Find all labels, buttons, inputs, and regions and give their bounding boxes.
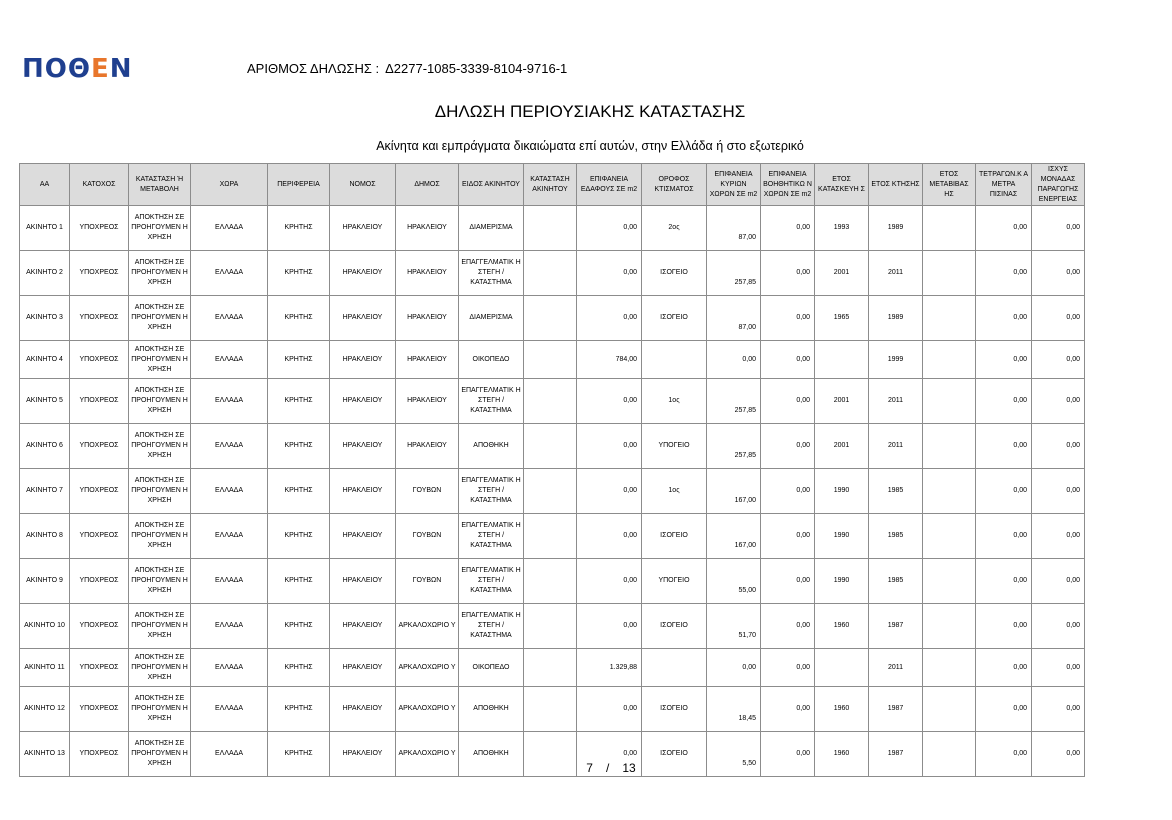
table-cell: ΗΡΑΚΛΕΙΟΥ [330,379,396,424]
table-cell: 1989 [869,206,923,251]
table-cell: ΑΠΟΚΤΗΣΗ ΣΕ ΠΡΟΗΓΟΥΜΕΝ Η ΧΡΗΣΗ [129,206,191,251]
table-cell: ΙΣΟΓΕΙΟ [642,687,707,732]
table-row [20,649,1085,687]
column-header: ΔΗΜΟΣ [396,164,459,206]
table-cell: ΙΣΟΓΕΙΟ [642,732,707,777]
table-cell: 0,00 [1032,341,1085,379]
table-cell: 0,00 [976,251,1032,296]
table-cell [524,687,577,732]
table-cell: 2001 [815,251,869,296]
table-cell: ΕΛΛΑΔΑ [191,559,268,604]
table-cell: ΑΚΙΝΗΤΟ 6 [20,424,70,469]
table-row [20,424,1085,469]
table-cell [923,559,976,604]
table-cell: ΕΛΛΑΔΑ [191,469,268,514]
logo-text: ΠΟΘ [22,54,91,84]
table-cell: 0,00 [1032,604,1085,649]
table-cell: ΙΣΟΓΕΙΟ [642,251,707,296]
table-cell: ΑΚΙΝΗΤΟ 4 [20,341,70,379]
table-cell: ΕΛΛΑΔΑ [191,424,268,469]
table-cell: 0,00 [1032,469,1085,514]
table-cell: 1989 [869,296,923,341]
table-cell: 51,70 [707,604,761,649]
column-header: ΤΕΤΡΑΓΩΝ.Κ Α ΜΕΤΡΑ ΠΙΣΙΝΑΣ [976,164,1032,206]
table-cell: ΗΡΑΚΛΕΙΟΥ [330,206,396,251]
table-cell: ΕΛΛΑΔΑ [191,379,268,424]
table-cell: 1ος [642,379,707,424]
table-cell: 0,00 [976,469,1032,514]
table-cell: 0,00 [976,732,1032,777]
column-header: ΧΩΡΑ [191,164,268,206]
table-cell: 0,00 [976,379,1032,424]
table-cell: ΑΚΙΝΗΤΟ 8 [20,514,70,559]
table-cell: 257,85 [707,424,761,469]
column-header: ΠΕΡΙΦΕΡΕΙΑ [268,164,330,206]
column-header: ΙΣΧΥΣ ΜΟΝΑΔΑΣ ΠΑΡΑΓΩΓΗΣ ΕΝΕΡΓΕΙΑΣ [1032,164,1085,206]
table-cell [923,424,976,469]
table-cell: 0,00 [976,687,1032,732]
table-cell: 257,85 [707,251,761,296]
table-cell: 0,00 [707,341,761,379]
table-cell: 0,00 [577,514,642,559]
table-cell: ΗΡΑΚΛΕΙΟΥ [396,296,459,341]
table-cell: 18,45 [707,687,761,732]
table-cell: ΑΚΙΝΗΤΟ 13 [20,732,70,777]
table-cell: ΚΡΗΤΗΣ [268,206,330,251]
logo-accent-letter: Ε [90,54,110,84]
table-cell: ΗΡΑΚΛΕΙΟΥ [396,206,459,251]
table-cell: ΥΠΟΧΡΕΟΣ [70,424,129,469]
table-header-row [20,164,1085,206]
table-row [20,469,1085,514]
table-cell: ΑΠΟΚΤΗΣΗ ΣΕ ΠΡΟΗΓΟΥΜΕΝ Η ΧΡΗΣΗ [129,687,191,732]
table-cell: 1993 [815,206,869,251]
table-cell: ΓΟΥΒΩΝ [396,514,459,559]
table-cell: ΑΠΟΚΤΗΣΗ ΣΕ ΠΡΟΗΓΟΥΜΕΝ Η ΧΡΗΣΗ [129,604,191,649]
table-cell: ΥΠΟΧΡΕΟΣ [70,514,129,559]
table-cell: 2001 [815,424,869,469]
column-header: ΕΠΙΦΑΝΕΙΑ ΕΔΑΦΟΥΣ ΣΕ m2 [577,164,642,206]
table-cell: 0,00 [976,206,1032,251]
table-cell: ΚΡΗΤΗΣ [268,296,330,341]
declaration-number [247,61,567,77]
table-cell: 0,00 [1032,514,1085,559]
table-cell: ΚΡΗΤΗΣ [268,732,330,777]
table-cell: 87,00 [707,206,761,251]
table-cell [923,341,976,379]
table-cell: ΗΡΑΚΛΕΙΟΥ [330,732,396,777]
logo-text-end: Ν [109,54,133,84]
column-header: ΕΠΙΦΑΝΕΙΑ ΚΥΡΙΩΝ ΧΩΡΩΝ ΣΕ m2 [707,164,761,206]
table-cell: ΗΡΑΚΛΕΙΟΥ [330,559,396,604]
table-cell [524,469,577,514]
table-body [20,206,1085,777]
table-cell: 0,00 [1032,559,1085,604]
table-cell: 0,00 [976,296,1032,341]
table-cell: ΚΡΗΤΗΣ [268,469,330,514]
table-cell: ΚΡΗΤΗΣ [268,514,330,559]
table-cell: 1965 [815,296,869,341]
page-title: ΔΗΛΩΣΗ ΠΕΡΙΟΥΣΙΑΚΗΣ ΚΑΤΑΣΤΑΣΗΣ [434,102,746,121]
table-cell: ΗΡΑΚΛΕΙΟΥ [396,424,459,469]
table-cell: ΚΡΗΤΗΣ [268,687,330,732]
table-cell: ΑΠΟΚΤΗΣΗ ΣΕ ΠΡΟΗΓΟΥΜΕΝ Η ΧΡΗΣΗ [129,559,191,604]
table-cell [524,559,577,604]
table-cell: ΑΚΙΝΗΤΟ 12 [20,687,70,732]
table-row [20,206,1085,251]
table-cell: 1990 [815,559,869,604]
table-cell: 2ος [642,206,707,251]
table-cell: ΓΟΥΒΩΝ [396,559,459,604]
table-cell: 5,50 [707,732,761,777]
table-cell: ΗΡΑΚΛΕΙΟΥ [330,424,396,469]
table-cell: ΗΡΑΚΛΕΙΟΥ [396,341,459,379]
table-cell: ΗΡΑΚΛΕΙΟΥ [330,687,396,732]
table-cell: 0,00 [577,206,642,251]
table-cell [524,379,577,424]
table-cell: ΕΛΛΑΔΑ [191,206,268,251]
table-cell: ΥΠΟΧΡΕΟΣ [70,469,129,514]
column-header: ΕΙΔΟΣ ΑΚΙΝΗΤΟΥ [459,164,524,206]
column-header: ΕΤΟΣ ΚΑΤΑΣΚΕΥΗ Σ [815,164,869,206]
table-cell: ΕΛΛΑΔΑ [191,251,268,296]
table-cell: 167,00 [707,469,761,514]
assets-table [19,163,1085,777]
table-cell [923,469,976,514]
table-row [20,687,1085,732]
table-cell: 0,00 [577,469,642,514]
table-cell: 0,00 [976,559,1032,604]
table-cell: ΕΛΛΑΔΑ [191,341,268,379]
table-cell: 1990 [815,514,869,559]
table-cell: ΑΚΙΝΗΤΟ 7 [20,469,70,514]
table-cell [524,649,577,687]
table-cell: 0,00 [1032,296,1085,341]
table-cell: 1ος [642,469,707,514]
table-cell: ΗΡΑΚΛΕΙΟΥ [330,341,396,379]
table-cell: 0,00 [761,251,815,296]
table-cell: 0,00 [1032,732,1085,777]
table-cell: ΑΚΙΝΗΤΟ 10 [20,604,70,649]
page-subtitle: Ακίνητα και εμπράγματα δικαιώματα επί αυτών, στην Ελλάδα ή στο εξωτερικό [376,139,804,153]
table-cell: ΑΠΟΚΤΗΣΗ ΣΕ ΠΡΟΗΓΟΥΜΕΝ Η ΧΡΗΣΗ [129,296,191,341]
table-cell [923,251,976,296]
table-cell [815,649,869,687]
table-cell: 87,00 [707,296,761,341]
table-cell: ΚΡΗΤΗΣ [268,604,330,649]
table-cell: ΕΛΛΑΔΑ [191,687,268,732]
table-cell [524,251,577,296]
table-cell: 0,00 [1032,206,1085,251]
table-cell: ΗΡΑΚΛΕΙΟΥ [330,514,396,559]
table-cell: 1990 [815,469,869,514]
table-cell: 1987 [869,687,923,732]
table-cell: ΚΡΗΤΗΣ [268,379,330,424]
table-cell: 2011 [869,424,923,469]
table-cell [923,604,976,649]
table-cell: ΥΠΟΧΡΕΟΣ [70,206,129,251]
table-cell: 0,00 [1032,251,1085,296]
table-cell: ΕΛΛΑΔΑ [191,514,268,559]
table-row [20,604,1085,649]
table-cell: 0,00 [761,514,815,559]
table-cell: ΕΛΛΑΔΑ [191,732,268,777]
table-cell: 0,00 [976,514,1032,559]
table-cell: ΗΡΑΚΛΕΙΟΥ [330,604,396,649]
table-cell: 0,00 [707,649,761,687]
table-row [20,341,1085,379]
table-cell: 0,00 [761,732,815,777]
table-cell: ΕΠΑΓΓΕΛΜΑΤΙΚ Η ΣΤΕΓΗ / ΚΑΤΑΣΤΗΜΑ [459,604,524,649]
table-cell [923,514,976,559]
table-cell: 0,00 [761,341,815,379]
table-cell: 784,00 [577,341,642,379]
table-cell: 1985 [869,559,923,604]
table-cell: ΓΟΥΒΩΝ [396,469,459,514]
table-cell [923,296,976,341]
table-cell: 0,00 [761,604,815,649]
table-cell: ΥΠΟΧΡΕΟΣ [70,559,129,604]
table-cell: ΑΠΟΚΤΗΣΗ ΣΕ ΠΡΟΗΓΟΥΜΕΝ Η ΧΡΗΣΗ [129,649,191,687]
table-cell: ΥΠΟΧΡΕΟΣ [70,604,129,649]
table-cell: ΚΡΗΤΗΣ [268,424,330,469]
table-cell: ΕΛΛΑΔΑ [191,604,268,649]
table-cell: 0,00 [761,559,815,604]
table-cell [524,514,577,559]
table-cell: 0,00 [1032,379,1085,424]
column-header: ΑΑ [20,164,70,206]
table-cell: ΑΠΟΘΗΚΗ [459,424,524,469]
table-cell: ΥΠΟΧΡΕΟΣ [70,341,129,379]
table-cell: ΥΠΟΧΡΕΟΣ [70,379,129,424]
table-cell: ΔΙΑΜΕΡΙΣΜΑ [459,296,524,341]
column-header: ΚΑΤΑΣΤΑΣΗ ΑΚΙΝΗΤΟΥ [524,164,577,206]
table-cell [642,341,707,379]
table-cell: ΗΡΑΚΛΕΙΟΥ [330,469,396,514]
table-row [20,514,1085,559]
column-header: ΕΠΙΦΑΝΕΙΑ ΒΟΗΘΗΤΙΚΩ Ν ΧΩΡΩΝ ΣΕ m2 [761,164,815,206]
table-cell: ΑΠΟΘΗΚΗ [459,732,524,777]
table-cell [524,296,577,341]
page-separator: / [605,761,610,775]
table-cell: ΑΚΙΝΗΤΟ 2 [20,251,70,296]
table-cell: ΚΡΗΤΗΣ [268,251,330,296]
table-cell: 1987 [869,604,923,649]
table-cell: 1960 [815,604,869,649]
table-cell: 0,00 [761,649,815,687]
table-cell: 2011 [869,379,923,424]
table-cell: 0,00 [577,251,642,296]
table-cell: ΑΚΙΝΗΤΟ 3 [20,296,70,341]
table-cell: ΙΣΟΓΕΙΟ [642,604,707,649]
table-cell: ΔΙΑΜΕΡΙΣΜΑ [459,206,524,251]
table-cell: 2001 [815,379,869,424]
table-cell: 167,00 [707,514,761,559]
table-cell: ΚΡΗΤΗΣ [268,649,330,687]
table-cell: ΑΚΙΝΗΤΟ 9 [20,559,70,604]
table-cell: 0,00 [577,559,642,604]
table-cell: ΕΠΑΓΓΕΛΜΑΤΙΚ Η ΣΤΕΓΗ / ΚΑΤΑΣΤΗΜΑ [459,559,524,604]
table-cell: ΙΣΟΓΕΙΟ [642,296,707,341]
table-cell: 0,00 [577,732,642,777]
table-cell [524,424,577,469]
table-cell: ΑΚΙΝΗΤΟ 11 [20,649,70,687]
table-cell: ΑΠΟΚΤΗΣΗ ΣΕ ΠΡΟΗΓΟΥΜΕΝ Η ΧΡΗΣΗ [129,341,191,379]
table-cell: ΥΠΟΓΕΙΟ [642,424,707,469]
declaration-number-value: Δ2277-1085-3339-8104-9716-1 [385,61,568,76]
table-cell: 0,00 [577,604,642,649]
table-cell: ΟΙΚΟΠΕΔΟ [459,649,524,687]
table-cell: ΥΠΟΧΡΕΟΣ [70,732,129,777]
column-header: ΟΡΟΦΟΣ ΚΤΙΣΜΑΤΟΣ [642,164,707,206]
table-cell: ΑΡΚΑΛΟΧΩΡΙΟ Υ [396,604,459,649]
table-row [20,296,1085,341]
table-cell: ΑΠΟΚΤΗΣΗ ΣΕ ΠΡΟΗΓΟΥΜΕΝ Η ΧΡΗΣΗ [129,732,191,777]
table-cell: 0,00 [577,379,642,424]
table-cell: ΥΠΟΓΕΙΟ [642,559,707,604]
table-cell: 1960 [815,732,869,777]
table-cell [923,379,976,424]
page-number [0,761,1172,775]
table-cell: ΑΚΙΝΗΤΟ 5 [20,379,70,424]
table-cell: ΑΠΟΚΤΗΣΗ ΣΕ ΠΡΟΗΓΟΥΜΕΝ Η ΧΡΗΣΗ [129,379,191,424]
table-cell: 0,00 [761,296,815,341]
table-cell: 0,00 [1032,687,1085,732]
table-cell: 0,00 [761,424,815,469]
table-cell: 1987 [869,732,923,777]
table-cell: ΗΡΑΚΛΕΙΟΥ [330,296,396,341]
potheen-logo [22,55,133,83]
table-cell: 0,00 [761,687,815,732]
table-cell: ΑΡΚΑΛΟΧΩΡΙΟ Υ [396,732,459,777]
table-cell [524,341,577,379]
table-cell: 2011 [869,251,923,296]
table-cell: 0,00 [761,379,815,424]
table-cell: ΑΚΙΝΗΤΟ 1 [20,206,70,251]
table-cell: ΗΡΑΚΛΕΙΟΥ [330,649,396,687]
table-cell: ΥΠΟΧΡΕΟΣ [70,687,129,732]
table-cell: 0,00 [1032,424,1085,469]
table-cell: 0,00 [976,424,1032,469]
column-header: ΚΑΤΟΧΟΣ [70,164,129,206]
table-cell: ΕΛΛΑΔΑ [191,649,268,687]
table-cell: ΥΠΟΧΡΕΟΣ [70,296,129,341]
table-cell: 0,00 [1032,649,1085,687]
table-cell: ΥΠΟΧΡΕΟΣ [70,251,129,296]
table-cell: 0,00 [577,424,642,469]
table-cell: 55,00 [707,559,761,604]
table-cell: 0,00 [976,341,1032,379]
table-cell: 1985 [869,514,923,559]
table-row [20,379,1085,424]
table-cell [524,206,577,251]
table-cell [524,604,577,649]
table-cell: ΑΠΟΚΤΗΣΗ ΣΕ ΠΡΟΗΓΟΥΜΕΝ Η ΧΡΗΣΗ [129,424,191,469]
table-cell [923,649,976,687]
column-header: ΕΤΟΣ ΜΕΤΑΒΙΒΑΣ ΗΣ [923,164,976,206]
table-cell: ΑΠΟΚΤΗΣΗ ΣΕ ΠΡΟΗΓΟΥΜΕΝ Η ΧΡΗΣΗ [129,251,191,296]
table-cell: ΑΠΟΚΤΗΣΗ ΣΕ ΠΡΟΗΓΟΥΜΕΝ Η ΧΡΗΣΗ [129,514,191,559]
table-cell: 0,00 [761,469,815,514]
table-cell: ΑΡΚΑΛΟΧΩΡΙΟ Υ [396,649,459,687]
table-cell: 257,85 [707,379,761,424]
table-cell: ΗΡΑΚΛΕΙΟΥ [396,379,459,424]
table-cell: ΕΠΑΓΓΕΛΜΑΤΙΚ Η ΣΤΕΓΗ / ΚΑΤΑΣΤΗΜΑ [459,251,524,296]
column-header: ΕΤΟΣ ΚΤΗΣΗΣ [869,164,923,206]
table-cell: ΑΠΟΘΗΚΗ [459,687,524,732]
declaration-number-label: ΑΡΙΘΜΟΣ ΔΗΛΩΣΗΣ : [247,61,380,76]
table-cell: 0,00 [577,687,642,732]
table-cell: ΗΡΑΚΛΕΙΟΥ [330,251,396,296]
table-cell: ΥΠΟΧΡΕΟΣ [70,649,129,687]
table-cell: ΕΠΑΓΓΕΛΜΑΤΙΚ Η ΣΤΕΓΗ / ΚΑΤΑΣΤΗΜΑ [459,514,524,559]
table-cell: 1999 [869,341,923,379]
table-cell [923,687,976,732]
table-row [20,559,1085,604]
table-cell: 1.329,88 [577,649,642,687]
table-cell: ΟΙΚΟΠΕΔΟ [459,341,524,379]
table-cell: ΚΡΗΤΗΣ [268,341,330,379]
table-cell: ΕΠΑΓΓΕΛΜΑΤΙΚ Η ΣΤΕΓΗ / ΚΑΤΑΣΤΗΜΑ [459,379,524,424]
total-pages: 13 [622,761,636,775]
table-cell: 1960 [815,687,869,732]
table-cell [923,206,976,251]
current-page: 7 [586,761,593,775]
table-cell: 0,00 [976,604,1032,649]
column-header: ΝΟΜΟΣ [330,164,396,206]
table-cell: ΙΣΟΓΕΙΟ [642,514,707,559]
table-cell: ΗΡΑΚΛΕΙΟΥ [396,251,459,296]
table-cell: ΕΠΑΓΓΕΛΜΑΤΙΚ Η ΣΤΕΓΗ / ΚΑΤΑΣΤΗΜΑ [459,469,524,514]
column-header: ΚΑΤΑΣΤΑΣΗ Ή ΜΕΤΑΒΟΛΗ [129,164,191,206]
table-cell: ΑΡΚΑΛΟΧΩΡΙΟ Υ [396,687,459,732]
table-cell: ΑΠΟΚΤΗΣΗ ΣΕ ΠΡΟΗΓΟΥΜΕΝ Η ΧΡΗΣΗ [129,469,191,514]
table-row [20,251,1085,296]
table-cell: ΕΛΛΑΔΑ [191,296,268,341]
table-cell: 0,00 [577,296,642,341]
table-cell: ΚΡΗΤΗΣ [268,559,330,604]
table-cell: 2011 [869,649,923,687]
table-cell [815,341,869,379]
table-cell [642,649,707,687]
table-cell: 0,00 [976,649,1032,687]
table-cell: 0,00 [761,206,815,251]
table-cell: 1985 [869,469,923,514]
